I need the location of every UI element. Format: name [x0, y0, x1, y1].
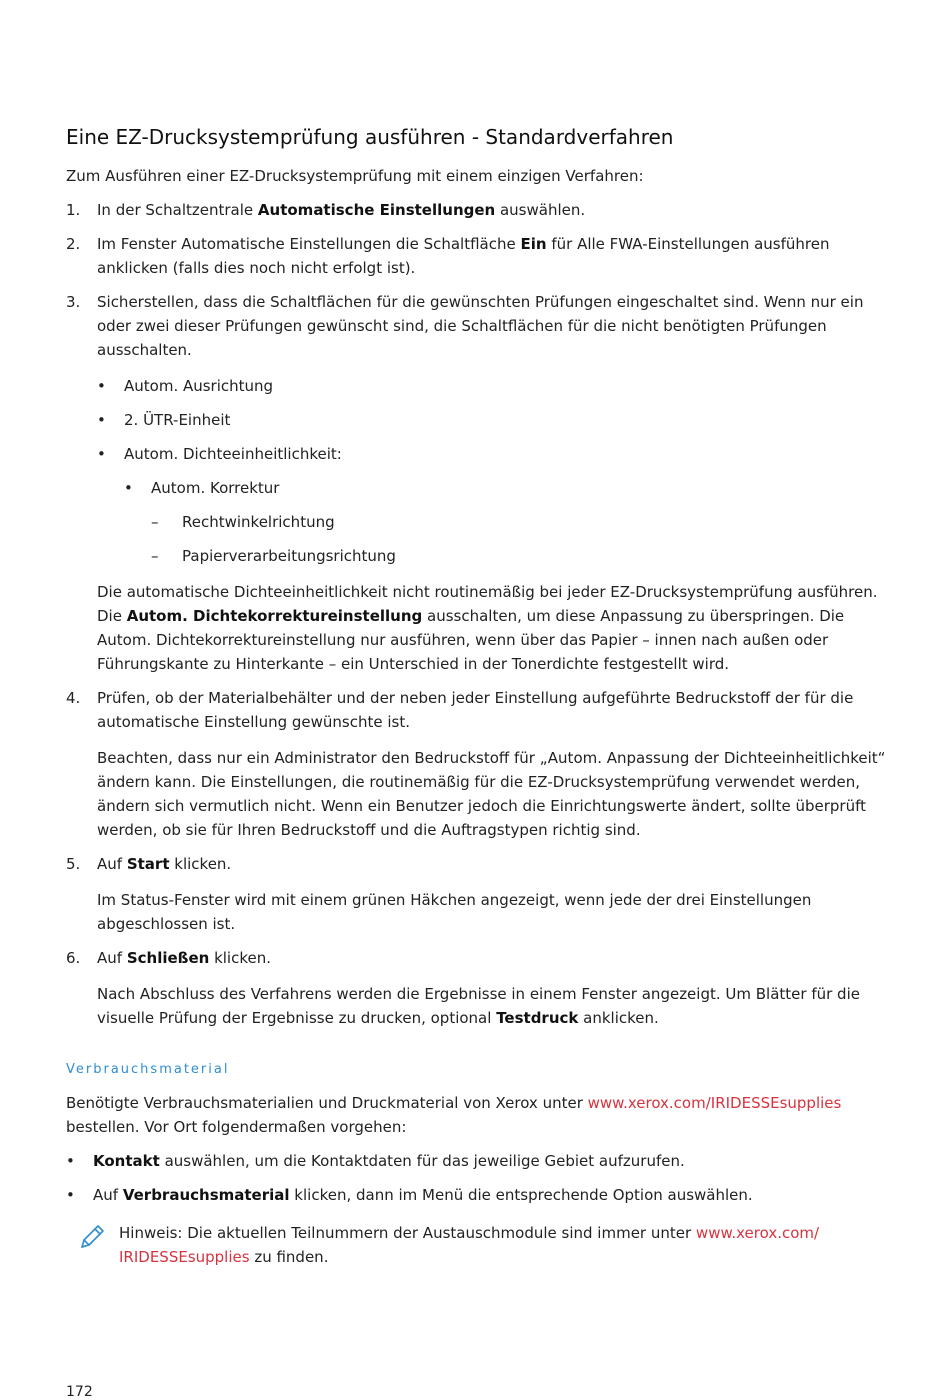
dash-list	[151, 510, 886, 568]
hint-note	[66, 1221, 886, 1269]
step-note: Nach Abschluss des Verfahrens werden die Ergebnisse in einem Fenster angezeigt. Um Blätter für die visuelle Prüfung der Ergebnisse zu drucken, optional Testdruck anklicken.	[97, 985, 860, 1027]
ui-label: Automatische Einstellungen	[257, 201, 496, 219]
step-6	[66, 946, 886, 1030]
list-item: • Kontakt auswählen, um die Kontaktdaten für das jeweilige Gebiet aufzurufen.	[66, 1149, 886, 1173]
step-note: Beachten, dass nur ein Administrator den Bedruckstoff für „Autom. Anpassung der Dichteeinheitlichkeit“ ändern kann. Die Einstellungen, die routinemäßig für die EZ-Drucksystemprüfung verwendet werden, ändern sich vermutlich nicht. Wenn ein Benutzer jedoch die Einrichtungswerte ändert, sollte überprüft werden, ob sie für Ihren Bedruckstoff und die Auftragstypen richtig sind.	[97, 749, 886, 839]
page-number: 172	[66, 1384, 93, 1400]
step-1	[66, 198, 886, 222]
supplies-link[interactable]: www.xerox.com/IRIDESSEsupplies	[587, 1094, 842, 1112]
step-number: 3.	[66, 293, 81, 311]
ui-label: Autom. Dichtekorrektureinstellung	[126, 607, 423, 625]
list-item: • 2. ÜTR-Einheit	[97, 408, 886, 432]
ui-label: Kontakt	[93, 1152, 160, 1170]
list-item: • Auf Verbrauchsmaterial klicken, dann im Menü die entsprechende Option auswählen.	[66, 1183, 886, 1207]
step-text: Im Fenster Automatische Einstellungen die Schaltfläche Ein für Alle FWA-Einstellungen ausführen anklicken (falls dies noch nicht erfolgt ist).	[97, 235, 830, 277]
step-text: Prüfen, ob der Materialbehälter und der neben jeder Einstellung aufgeführte Bedruckstoff der für die automatische Einstellung gewünschte ist.	[97, 689, 854, 731]
step-2	[66, 232, 886, 280]
step-note: Die automatische Dichteeinheitlichkeit nicht routinemäßig bei jeder EZ-Drucksystemprüfung ausführen. Die Autom. Dichtekorrektureinstellung ausschalten, um diese Anpassung zu überspringen. Die Autom. Dichtekorrektureinstellung nur ausführen, wenn über das Papier – innen nach außen oder Führungskante zu Hinterkante – ein Unterschied in der Tonerdichte festgestellt wird.	[97, 583, 878, 673]
hint-text: Hinweis: Die aktuellen Teilnummern der Austauschmodule sind immer unter www.xerox.com/ IRIDESSEsupplies zu finden.	[119, 1224, 820, 1266]
ui-label: Start	[126, 855, 170, 873]
step-text: Auf Schließen klicken.	[97, 949, 272, 967]
step-5	[66, 852, 886, 936]
list-item: • Autom. Dichteeinheitlichkeit: • Autom. Korrektur – Rechtwinkelrichtung – Papierverarbeitungsrichtung	[97, 442, 886, 568]
sub-list	[124, 476, 886, 568]
list-item: • Autom. Ausrichtung	[97, 374, 886, 398]
step-number: 5.	[66, 855, 81, 873]
sub-list-item: • Autom. Korrektur – Rechtwinkelrichtung – Papierverarbeitungsrichtung	[124, 476, 886, 568]
step-number: 4.	[66, 689, 81, 707]
page-content	[66, 124, 886, 1269]
step-text: Sicherstellen, dass die Schaltflächen für die gewünschten Prüfungen eingeschaltet sind. Wenn nur ein oder zwei dieser Prüfungen gewünscht sind, die Schaltflächen für die nicht benötigten Prüfungen ausschalten.	[97, 293, 864, 359]
step-3	[66, 290, 886, 676]
step-number: 1.	[66, 201, 81, 219]
ui-label: Verbrauchsmaterial	[122, 1186, 290, 1204]
step-4	[66, 686, 886, 842]
step-text: In der Schaltzentrale Automatische Einstellungen auswählen.	[97, 201, 586, 219]
step-text: Auf Start klicken.	[97, 855, 232, 873]
page-title: Eine EZ-Drucksystemprüfung ausführen - Standardverfahren	[66, 125, 674, 149]
section-subheading: Verbrauchsmaterial	[66, 1062, 230, 1077]
ui-label: Ein	[520, 235, 547, 253]
dash-item: – Papierverarbeitungsrichtung	[151, 544, 886, 568]
step-number: 6.	[66, 949, 81, 967]
supplies-list	[66, 1149, 886, 1207]
dash-item: – Rechtwinkelrichtung	[151, 510, 886, 534]
check-list	[97, 374, 886, 568]
ui-label: Schließen	[126, 949, 210, 967]
hint-link[interactable]: www.xerox.com/ IRIDESSEsupplies	[119, 1224, 820, 1266]
step-note: Im Status-Fenster wird mit einem grünen Häkchen angezeigt, wenn jede der drei Einstellungen abgeschlossen ist.	[97, 891, 812, 933]
steps-list	[66, 198, 886, 1030]
step-number: 2.	[66, 235, 81, 253]
supplies-intro: Benötigte Verbrauchsmaterialien und Druckmaterial von Xerox unter www.xerox.com/IRIDESSEsupplies bestellen. Vor Ort folgendermaßen vorgehen:	[66, 1094, 842, 1136]
pencil-icon	[78, 1223, 106, 1251]
intro-text: Zum Ausführen einer EZ-Drucksystemprüfung mit einem einzigen Verfahren:	[66, 167, 644, 185]
ui-label: Testdruck	[496, 1009, 579, 1027]
